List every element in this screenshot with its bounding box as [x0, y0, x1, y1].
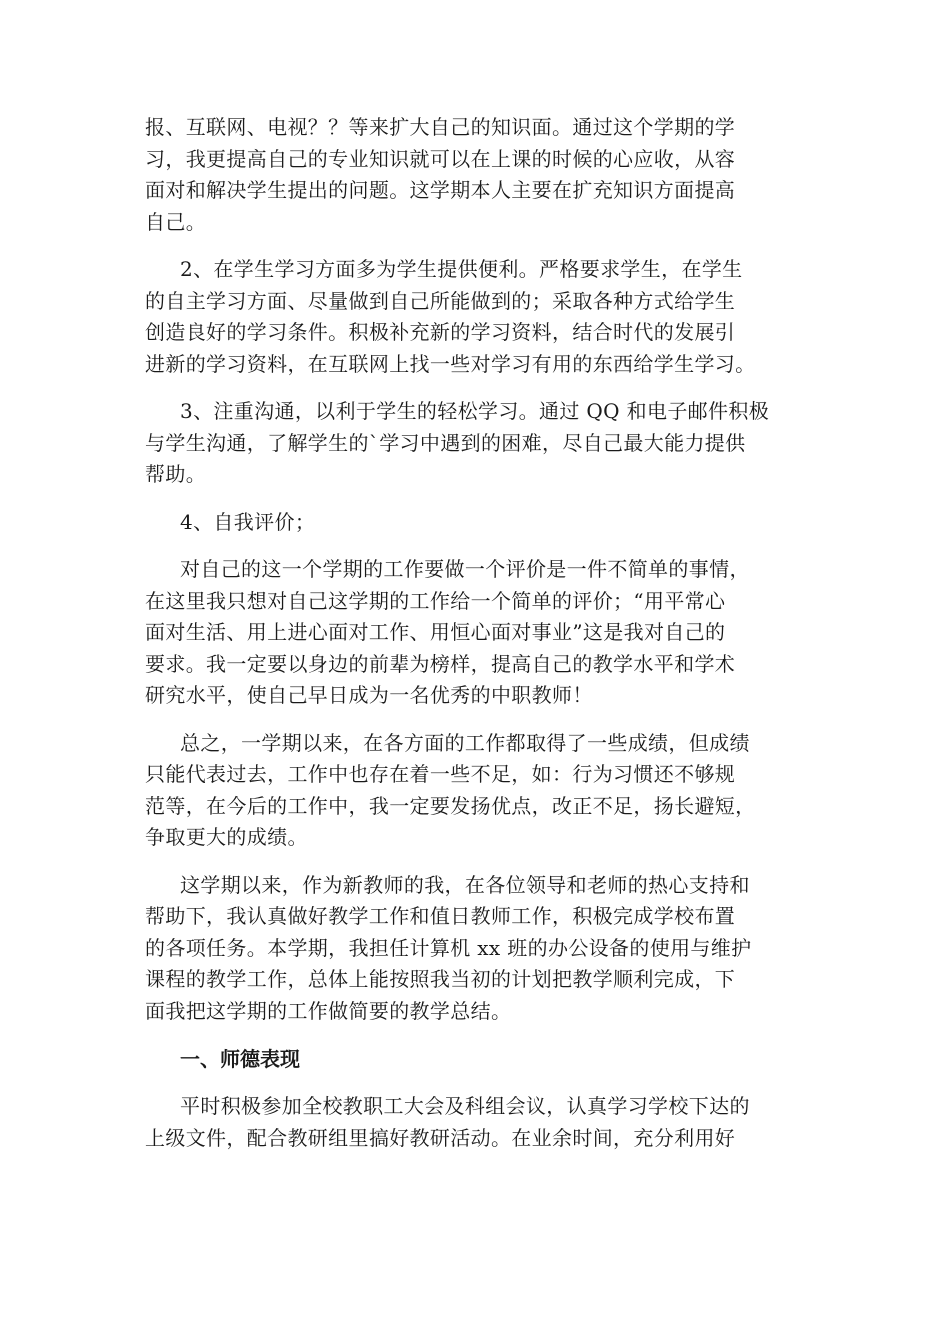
text-line: 范等，在今后的工作中，我一定要发扬优点，改正不足，扬长避短，: [145, 793, 756, 818]
text-line: 总之，一学期以来，在各方面的工作都取得了一些成绩，但成绩: [180, 730, 750, 755]
text-line: 在这里我只想对自己这学期的工作给一个简单的评价；“用平常心: [145, 588, 726, 613]
text-line: 面对和解决学生提出的问题。这学期本人主要在扩充知识方面提高: [145, 178, 736, 202]
text-line: 帮助下，我认真做好教学工作和值日教师工作，积极完成学校布置: [145, 904, 736, 928]
text-line: 3、注重沟通，以利于学生的轻松学习。通过 QQ 和电子邮件积极: [180, 399, 770, 423]
text-line: 2、在学生学习方面多为学生提供便利。严格要求学生，在学生: [180, 257, 743, 281]
text-line: 的自主学习方面、尽量做到自己所能做到的；采取各种方式给学生: [145, 288, 736, 313]
text-line: 争取更大的成绩。: [145, 825, 308, 849]
text-line: 这学期以来，作为新教师的我，在各位领导和老师的热心支持和: [180, 872, 750, 897]
text-line: 面我把这学期的工作做简要的教学总结。: [145, 998, 512, 1023]
text-line: 4、自我评价；: [180, 509, 316, 534]
paragraph-summary: [145, 728, 825, 854]
text-line: 习，我更提高自己的专业知识就可以在上课的时候的心应收，从容: [145, 146, 736, 171]
text-line: 对自己的这一个学期的工作要做一个评价是一件不简单的事情，: [180, 557, 750, 581]
text-line: 创造良好的学习条件。积极补充新的学习资料，结合时代的发展引: [145, 320, 736, 344]
paragraph-self-evaluation-title: [145, 507, 825, 539]
text-line: 平时积极参加全校教职工大会及科组会议，认真学习学校下达的: [180, 1094, 750, 1118]
paragraph-student-learning: [145, 254, 825, 380]
paragraph-ethics: [145, 1091, 825, 1154]
document-page: [145, 112, 825, 1170]
text-line: 帮助。: [145, 462, 207, 486]
text-line: 的各项任务。本学期，我担任计算机 xx 班的办公设备的使用与维护: [145, 935, 752, 960]
text-line: 课程的教学工作，总体上能按照我当初的计划把教学顺利完成，下: [145, 967, 736, 991]
paragraph-knowledge: [145, 112, 825, 238]
text-line: 与学生沟通，了解学生的`学习中遇到的困难，尽自己最大能力提供: [145, 430, 746, 455]
text-line: 自己。: [145, 209, 207, 234]
text-line: 只能代表过去，工作中也存在着一些不足，如：行为习惯还不够规: [145, 762, 736, 786]
text-line: 研究水平，使自己早日成为一名优秀的中职教师！: [145, 683, 593, 707]
text-line: 进新的学习资料，在互联网上找一些对学习有用的东西给学生学习。: [145, 351, 756, 376]
text-line: 报、互联网、电视？？等来扩大自己的知识面。通过这个学期的学: [145, 115, 736, 139]
text-line: 要求。我一定要以身边的前辈为榜样，提高自己的教学水平和学术: [145, 651, 736, 676]
section-heading: 一、师德表现: [180, 1047, 300, 1071]
paragraph-communication: [145, 396, 825, 491]
paragraph-semester-intro: [145, 870, 825, 1028]
paragraph-self-evaluation: [145, 554, 825, 712]
text-line: 面对生活、用上进心面对工作、用恒心面对事业”这是我对自己的: [145, 620, 726, 644]
text-line: 上级文件，配合教研组里搞好教研活动。在业余时间，充分利用好: [145, 1125, 736, 1150]
